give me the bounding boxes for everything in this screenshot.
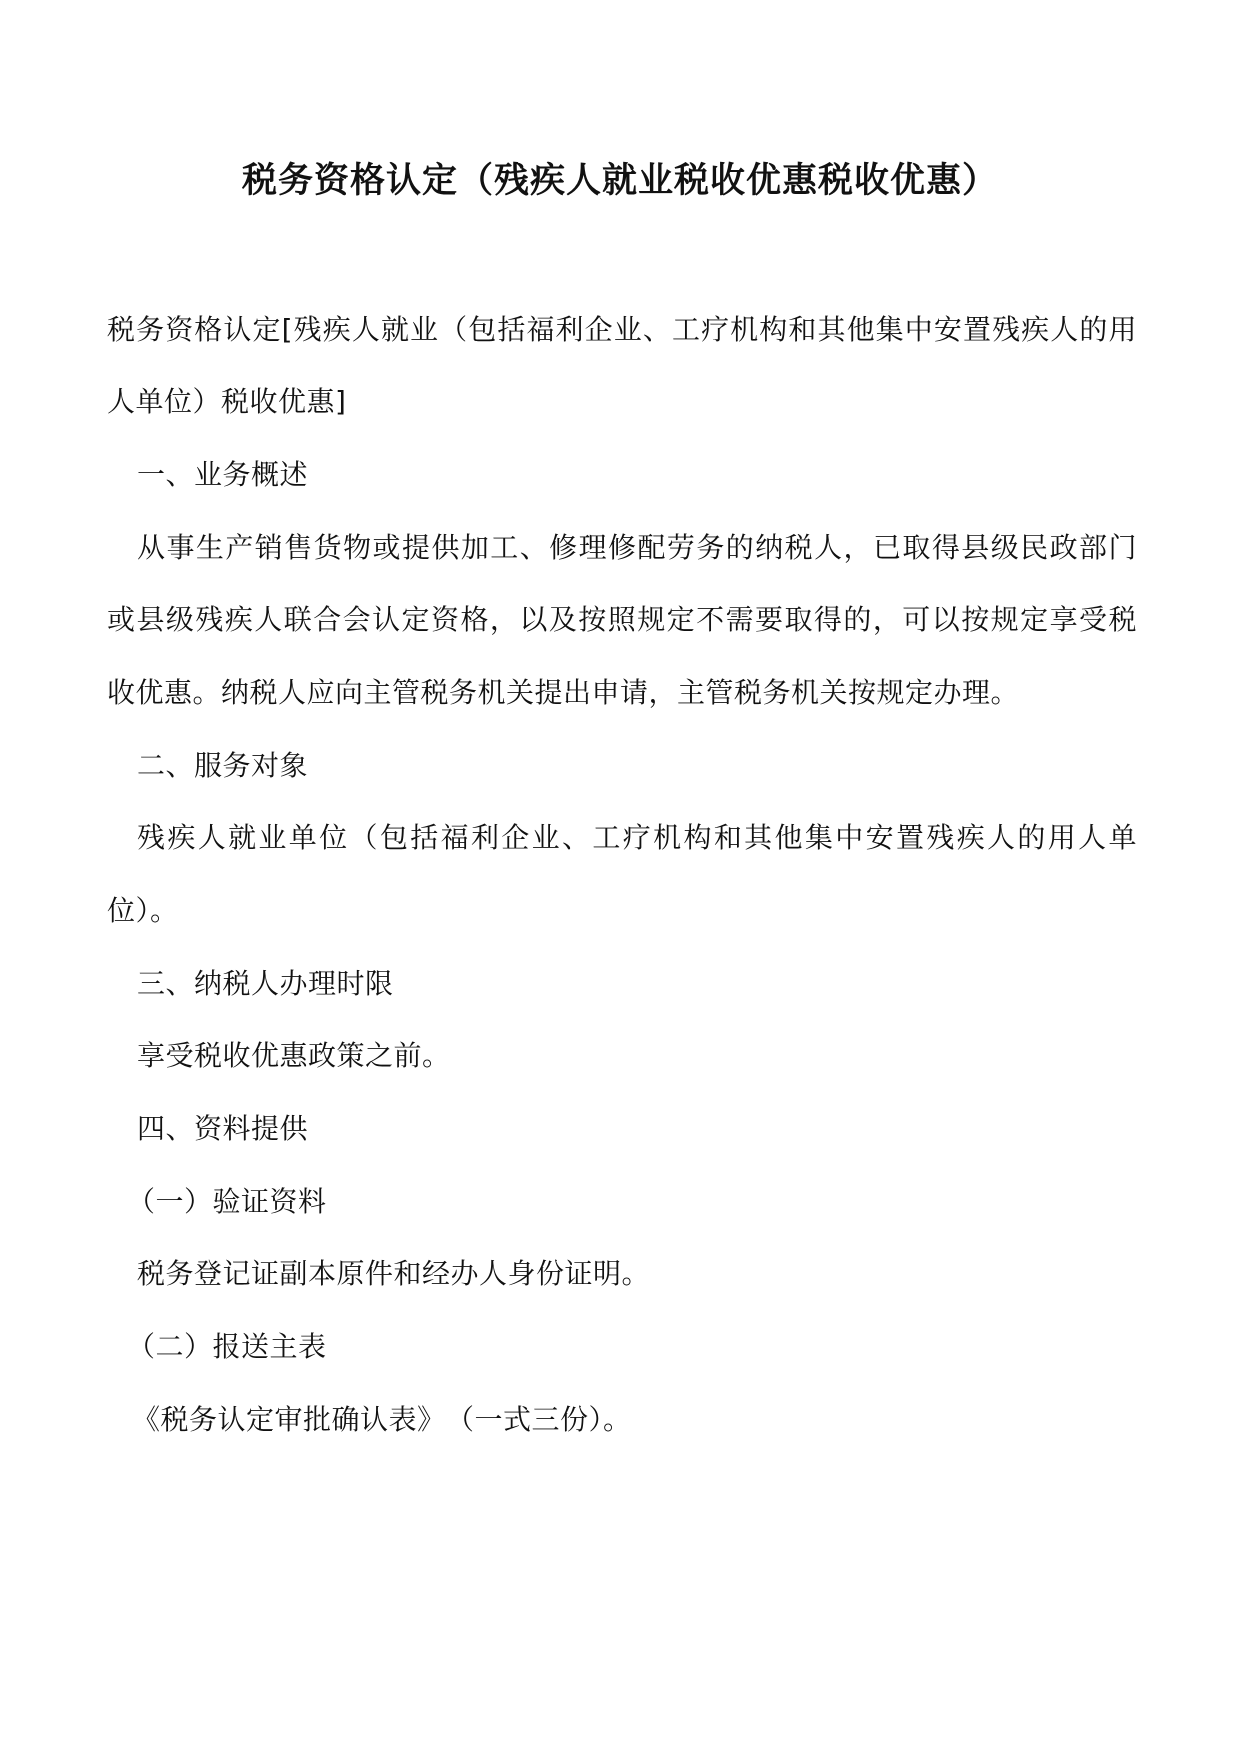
subsection-1-text: 税务登记证副本原件和经办人身份证明。 [137, 1257, 651, 1290]
intro-line-1: 税务资格认定[残疾人就业（包括福利企业、工疗机构和其他集中安置残疾人的用 [107, 313, 1137, 346]
section-2-line-1: 残疾人就业单位（包括福利企业、工疗机构和其他集中安置残疾人的用人单 [137, 821, 1137, 854]
section-1-line-3: 收优惠。纳税人应向主管税务机关提出申请，主管税务机关按规定办理。 [107, 676, 1020, 709]
section-1-line-1: 从事生产销售货物或提供加工、修理修配劳务的纳税人，已取得县级民政部门 [137, 531, 1137, 564]
section-3-heading: 三、纳税人办理时限 [137, 967, 394, 1000]
section-1-line-2: 或县级残疾人联合会认定资格，以及按照规定不需要取得的，可以按规定享受税 [107, 603, 1137, 636]
document-title: 税务资格认定（残疾人就业税收优惠税收优惠） [241, 161, 998, 201]
intro-line-2: 人单位）税收优惠] [107, 385, 347, 418]
section-1-heading: 一、业务概述 [137, 458, 309, 491]
subsection-2-heading: （二）报送主表 [127, 1330, 327, 1363]
section-2-line-2: 位）。 [107, 894, 179, 927]
section-3-text: 享受税收优惠政策之前。 [137, 1039, 451, 1072]
section-4-heading: 四、资料提供 [137, 1112, 309, 1145]
section-2-heading: 二、服务对象 [137, 749, 309, 782]
subsection-1-heading: （一）验证资料 [127, 1185, 327, 1218]
subsection-2-text: 《税务认定审批确认表》 （一式三份）。 [132, 1403, 632, 1436]
